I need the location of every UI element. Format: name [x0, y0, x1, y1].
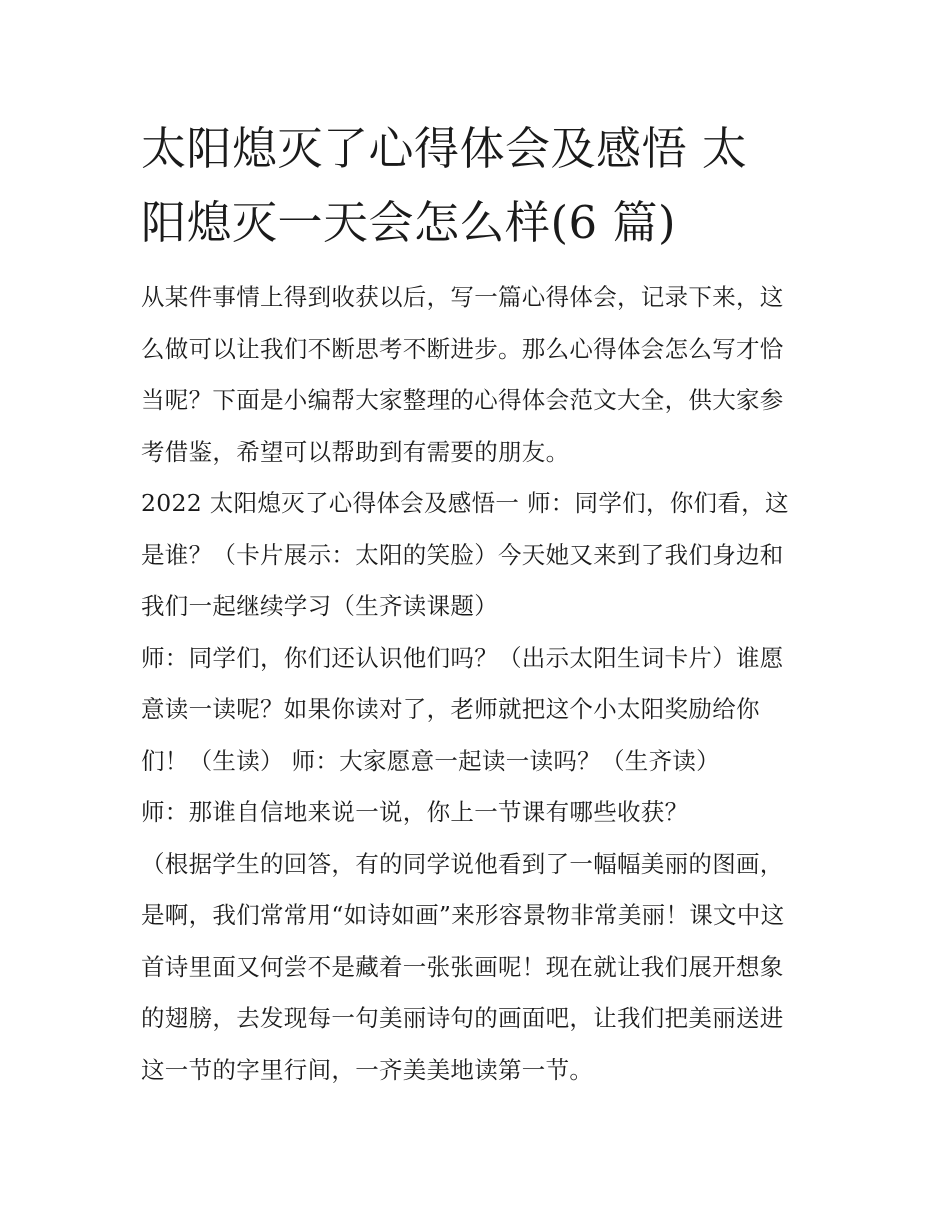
text-line: 是谁？（卡片展示：太阳的笑脸）今天她又来到了我们身边和	[141, 540, 784, 569]
text-line: 们！（生读） 师：大家愿意一起读一读吗？（生齐读）	[141, 746, 720, 775]
text-line: 意读一读呢？如果你读对了，老师就把这个小太阳奖励给你	[141, 695, 760, 723]
intro-paragraph	[141, 272, 821, 478]
teacher-question-paragraph	[141, 633, 821, 788]
text-line: 当呢？下面是小编帮大家整理的心得体会范文大全，供大家参	[141, 386, 784, 414]
text-line: 首诗里面又何尝不是藏着一张张画呢！现在就让我们展开想象	[141, 952, 784, 981]
title-line-1: 太阳熄灭了心得体会及感悟 太	[141, 122, 748, 175]
text-line: 是啊，我们常常用“如诗如画”来形容景物非常美丽！课文中这	[141, 901, 785, 929]
text-line: 考借鉴，希望可以帮助到有需要的朋友。	[141, 437, 570, 466]
text-line: 么做可以让我们不断思考不断进步。那么心得体会怎么写才恰	[141, 334, 784, 363]
text-line: 2022 太阳熄灭了心得体会及感悟一 师：同学们，你们看，这	[141, 489, 789, 517]
student-answer-paragraph	[141, 839, 821, 1097]
teacher-prompt-paragraph	[141, 787, 821, 839]
title-line-2: 阳熄灭一天会怎么样(6 篇)	[141, 196, 677, 249]
section-one-paragraph	[141, 478, 821, 633]
text-line: 我们一起继续学习（生齐读课题）	[141, 592, 498, 620]
text-line: 师：同学们，你们还认识他们吗？（出示太阳生词卡片）谁愿	[141, 643, 784, 672]
text-line: 师：那谁自信地来说一说，你上一节课有哪些收获？	[141, 798, 689, 826]
text-line: 这一节的字里行间，一齐美美地读第一节。	[141, 1055, 594, 1084]
text-line: 从某件事情上得到收获以后，写一篇心得体会，记录下来，这	[141, 283, 784, 311]
document-title	[141, 112, 821, 260]
text-line: （根据学生的回答，有的同学说他看到了一幅幅美丽的图画，	[141, 849, 784, 878]
text-line: 的翅膀，去发现每一句美丽诗句的画面吧，让我们把美丽送进	[141, 1004, 784, 1032]
document-body	[141, 272, 821, 1096]
